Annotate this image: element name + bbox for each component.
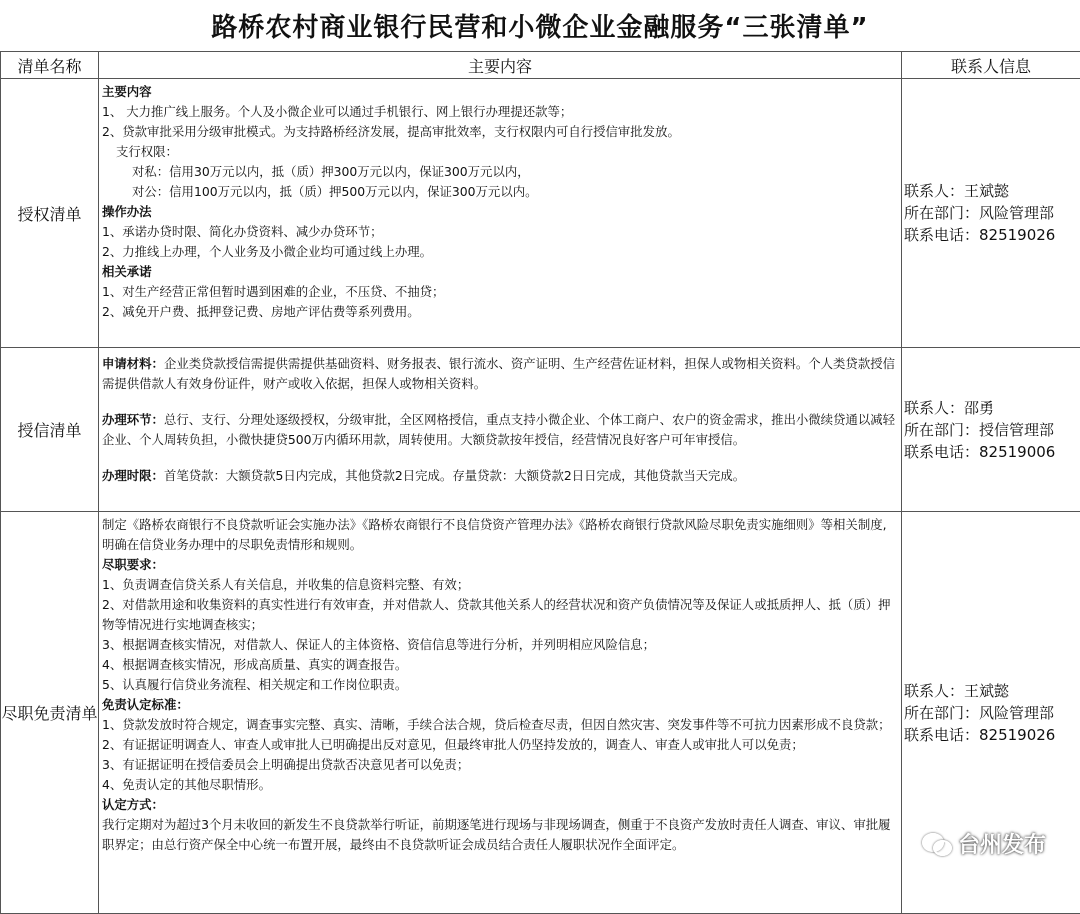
content-line: 对公：信用100万元以内，抵（质）押500万元以内，保证300万元以内。 [102, 182, 897, 202]
paragraph-label: 申请材料： [102, 356, 164, 371]
row-name: 授权清单 [1, 79, 99, 348]
paragraph-text: 首笔贷款：大额贷款5日内完成，其他贷款2日完成。存量贷款：大额贷款2日日完成，其他贷款当天完成。 [164, 468, 745, 483]
content-paragraph [102, 354, 897, 394]
content-line: 1、对生产经营正常但暂时遇到困难的企业，不压贷、不抽贷； [102, 282, 897, 302]
header-contact-info: 联系人信息 [902, 52, 1080, 79]
row-content [99, 79, 902, 348]
content-line: 支行权限： [102, 142, 897, 162]
row-contact [902, 348, 1080, 512]
content-line: 制定《路桥农商银行不良贷款听证会实施办法》《路桥农商银行不良信贷资产管理办法》《路桥农商银行贷款风险尽职免责实施细则》等相关制度,明确在信贷业务办理中的尽职免责情形和规则。 [102, 515, 897, 555]
contact-department: 所在部门：授信管理部 [904, 419, 1080, 441]
contact-department: 所在部门：风险管理部 [904, 202, 1080, 224]
row-contact [902, 79, 1080, 348]
content-line: 1、承诺办贷时限、简化办贷资料、减少办贷环节； [102, 222, 897, 242]
row-content [99, 512, 902, 914]
contact-phone: 联系电话：82519006 [904, 441, 1080, 463]
paragraph-text: 企业类贷款授信需提供需提供基础资料、财务报表、银行流水、资产证明、生产经营佐证材料，担保人或物相关资料。个人类贷款授信需提供借款人有效身份证件，财产或收入依据，担保人或物相关资料。 [102, 356, 895, 391]
paragraph-label: 办理环节： [102, 412, 164, 427]
section-heading: 认定方式： [102, 795, 897, 815]
content-paragraph [102, 466, 897, 486]
paragraph-spacer [102, 450, 897, 466]
content-line: 3、根据调查核实情况，对借款人、保证人的主体资格、资信信息等进行分析，并列明相应风险信息； [102, 635, 897, 655]
watermark [922, 828, 1046, 859]
content-line: 4、免责认定的其他尽职情形。 [102, 775, 897, 795]
table-row-authorization [1, 79, 1080, 348]
paragraph-label: 办理时限： [102, 468, 164, 483]
paragraph-text: 总行、支行、分理处逐级授权，分级审批，全区网格授信，重点支持小微企业、个体工商户、农户的资金需求，推出小微续贷通以减轻企业、个人周转负担，小微快捷贷500万内循环用款，周转使用。大额贷款按年授信，经营情况良好客户可年审授信。 [102, 412, 895, 447]
content-line: 对私：信用30万元以内，抵（质）押300万元以内，保证300万元以内， [102, 162, 897, 182]
section-heading: 操作办法 [102, 202, 897, 222]
contact-person: 联系人：王斌懿 [904, 680, 1080, 702]
contact-person: 联系人：王斌懿 [904, 180, 1080, 202]
content-line: 2、力推线上办理，个人业务及小微企业均可通过线上办理。 [102, 242, 897, 262]
contact-person: 联系人：邵勇 [904, 397, 1080, 419]
section-heading: 免责认定标准： [102, 695, 897, 715]
content-line: 1、负责调查信贷关系人有关信息，并收集的信息资料完整、有效； [102, 575, 897, 595]
content-line: 2、贷款审批采用分级审批模式。为支持路桥经济发展，提高审批效率，支行权限内可自行授信审批发放。 [102, 122, 897, 142]
row-name: 授信清单 [1, 348, 99, 512]
chat-bubbles-icon [922, 831, 952, 857]
content-line: 4、根据调查核实情况，形成高质量、真实的调查报告。 [102, 655, 897, 675]
contact-phone: 联系电话：82519026 [904, 224, 1080, 246]
contact-department: 所在部门：风险管理部 [904, 702, 1080, 724]
content-line: 2、减免开户费、抵押登记费、房地产评估费等系列费用。 [102, 302, 897, 322]
content-line: 5、认真履行信贷业务流程、相关规定和工作岗位职责。 [102, 675, 897, 695]
watermark-text: 台州发布 [958, 828, 1046, 859]
paragraph-spacer [102, 394, 897, 410]
row-name: 尽职免责清单 [1, 512, 99, 914]
header-main-content: 主要内容 [99, 52, 902, 79]
header-list-name: 清单名称 [1, 52, 99, 79]
content-paragraph [102, 410, 897, 450]
row-content [99, 348, 902, 512]
content-line: 3、有证据证明在授信委员会上明确提出贷款否决意见者可以免责； [102, 755, 897, 775]
list-table [0, 51, 1080, 914]
table-row-credit [1, 348, 1080, 512]
section-heading: 尽职要求： [102, 555, 897, 575]
page-title: 路桥农村商业银行民营和小微企业金融服务“三张清单” [0, 0, 1080, 52]
content-line: 我行定期对为超过3个月未收回的新发生不良贷款举行听证，前期逐笔进行现场与非现场调查，侧重于不良资产发放时责任人调查、审议、审批履职界定；由总行资产保全中心统一布置开展，最终由不良贷款听证会成员结合责任人履职状况作全面评定。 [102, 815, 897, 855]
table-row-due-diligence [1, 512, 1080, 914]
content-line: 1、 大力推广线上服务。个人及小微企业可以通过手机银行、网上银行办理提还款等； [102, 102, 897, 122]
section-heading: 主要内容 [102, 82, 897, 102]
content-line: 2、对借款用途和收集资料的真实性进行有效审查，并对借款人、贷款其他关系人的经营状况和资产负债情况等及保证人或抵质押人、抵（质）押物等情况进行实地调查核实； [102, 595, 897, 635]
contact-phone: 联系电话：82519026 [904, 724, 1080, 746]
content-line: 2、有证据证明调查人、审查人或审批人已明确提出反对意见，但最终审批人仍坚持发放的，调查人、审查人或审批人可以免责； [102, 735, 897, 755]
content-line: 1、贷款发放时符合规定，调查事实完整、真实、清晰，手续合法合规，贷后检查尽责，但因自然灾害、突发事件等不可抗力因素形成不良贷款； [102, 715, 897, 735]
table-header-row [1, 52, 1080, 79]
section-heading: 相关承诺 [102, 262, 897, 282]
